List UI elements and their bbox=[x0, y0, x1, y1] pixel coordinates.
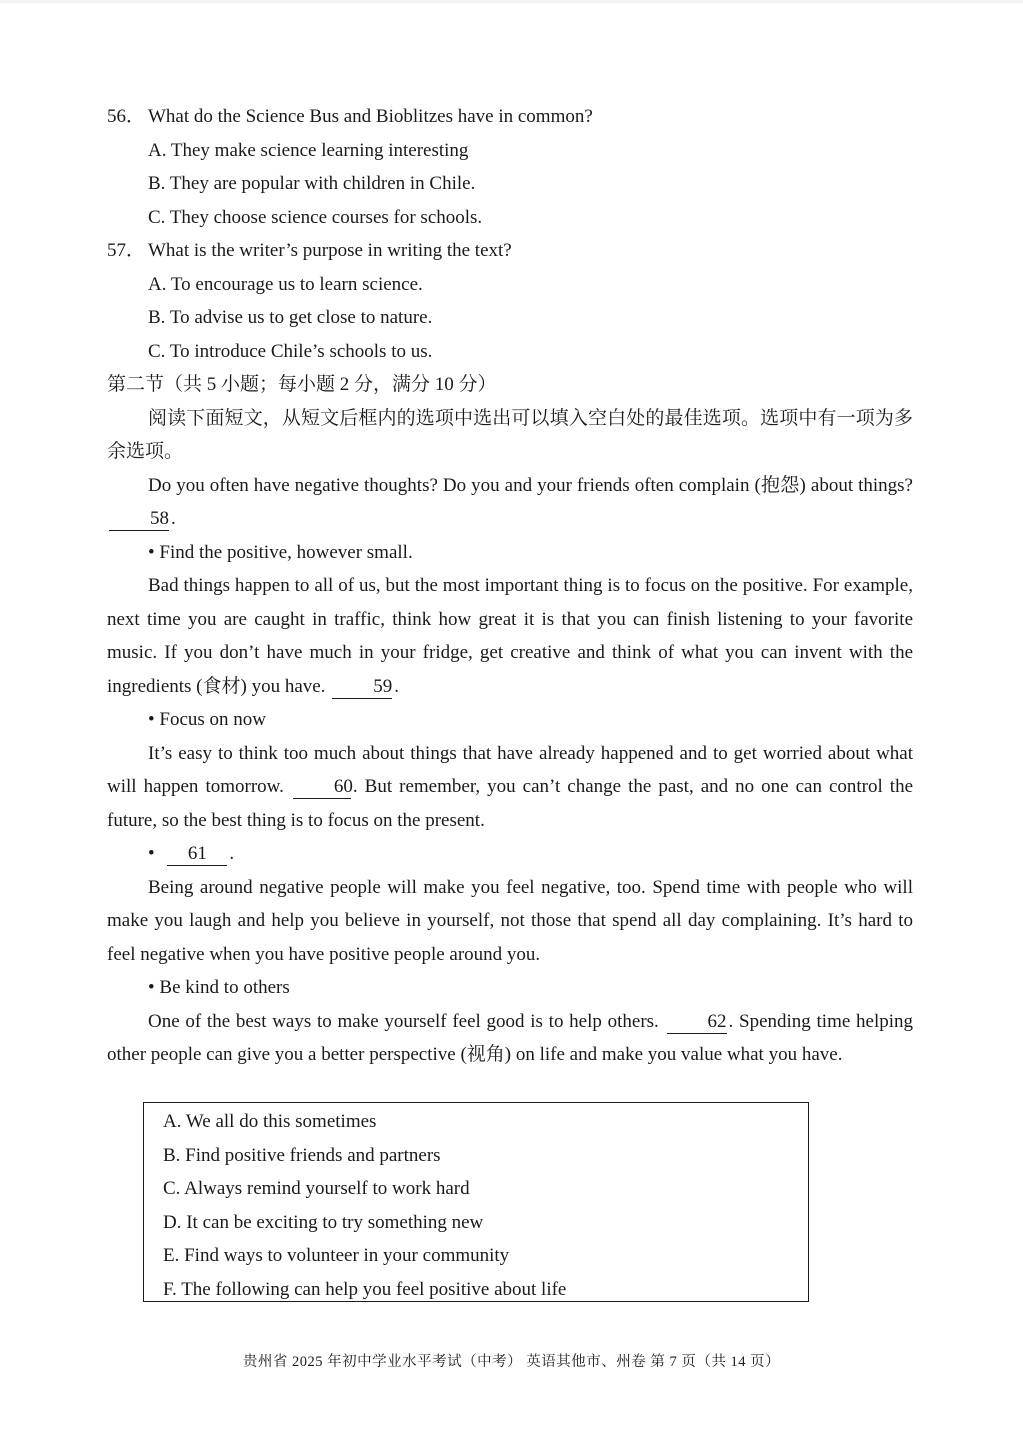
choice-c: C. Always remind yourself to work hard bbox=[163, 1178, 470, 1199]
page-content bbox=[107, 100, 913, 1072]
paragraph-text: Bad things happen to all of us, but the most important thing is to focus on the positive. For example, next time you are caught in traffic, think how great it is that you can finish listening to your favorite music. If you don’t have much in your fridge, get creative and think of what you can invent with the ingredients (食材) you have. bbox=[107, 575, 913, 697]
choice-e: E. Find ways to volunteer in your community bbox=[163, 1245, 510, 1266]
paragraph-end: . But remember, you can’t change the past, and no one can control the future, so the best thing is to focus on the present. bbox=[107, 776, 914, 831]
bullet-dot-icon: • bbox=[148, 541, 155, 563]
top-edge bbox=[0, 0, 1023, 3]
option-56-a: A. They make science learning interesting bbox=[148, 139, 469, 161]
question-number: 57． bbox=[107, 240, 146, 261]
choice-f: F. The following can help you feel positive about life bbox=[163, 1278, 567, 1300]
question-stem: What do the Science Bus and Bioblitzes have in common? bbox=[148, 106, 593, 127]
question-number: 56． bbox=[107, 106, 146, 127]
choice-a: A. We all do this sometimes bbox=[163, 1111, 377, 1132]
bullet-text: Be kind to others bbox=[159, 977, 290, 998]
bullet-dot-icon: • bbox=[148, 977, 155, 998]
bullet-dot-icon: • bbox=[148, 843, 155, 864]
paragraph-2 bbox=[107, 737, 913, 838]
option-56-c: C. They choose science courses for schools. bbox=[148, 206, 483, 228]
paragraph-4 bbox=[107, 1005, 913, 1072]
bullet-be-kind bbox=[107, 971, 913, 1005]
section-heading: 第二节（共 5 小题；每小题 2 分，满分 10 分） bbox=[107, 374, 497, 395]
bullet-blank-61 bbox=[107, 837, 913, 871]
blank-62[interactable]: 62 bbox=[667, 1011, 727, 1034]
question-57 bbox=[107, 234, 913, 268]
blank-60[interactable]: 60 bbox=[293, 776, 351, 799]
paragraph-end: . bbox=[394, 675, 399, 697]
section-instruction: 阅读下面短文，从短文后框内的选项中选出可以填入空白处的最佳选项。选项中有一项为多余选项。 bbox=[107, 407, 913, 462]
question-56 bbox=[107, 100, 913, 134]
option-57-a: A. To encourage us to learn science. bbox=[148, 273, 423, 295]
bullet-text: Focus on now bbox=[159, 709, 267, 730]
choice-d: D. It can be exciting to try something new bbox=[163, 1211, 484, 1233]
option-56-b: B. They are popular with children in Chile. bbox=[148, 173, 476, 194]
blank-61[interactable]: 61 bbox=[167, 843, 227, 866]
choices-box bbox=[143, 1102, 809, 1302]
bullet-find-positive bbox=[107, 536, 913, 570]
bullet-end: . bbox=[229, 843, 235, 864]
paragraph-end: . Spending time helping other people can give you a better perspective (视角) on life and make you value what you have. bbox=[107, 1010, 913, 1065]
blank-59[interactable]: 59 bbox=[332, 676, 392, 699]
choice-b: B. Find positive friends and partners bbox=[163, 1144, 441, 1166]
option-57-c: C. To introduce Chile’s schools to us. bbox=[148, 340, 433, 362]
intro-end: . bbox=[171, 508, 176, 529]
paragraph-1 bbox=[107, 569, 913, 703]
bullet-dot-icon: • bbox=[148, 709, 155, 730]
passage-intro bbox=[107, 469, 913, 536]
option-57-b: B. To advise us to get close to nature. bbox=[148, 307, 433, 328]
bullet-focus-now bbox=[107, 703, 913, 737]
page-footer: 贵州省 2025 年初中学业水平考试（中考） 英语其他市、州卷 第 7 页（共 14 页） bbox=[242, 1354, 781, 1370]
paragraph-text: It’s easy to think too much about things that have already happened and to get worried about what will happen tomorrow. bbox=[107, 742, 913, 797]
intro-text: Do you often have negative thoughts? Do you and your friends often complain (抱怨) about things? bbox=[148, 474, 913, 496]
question-stem: What is the writer’s purpose in writing the text? bbox=[148, 240, 512, 261]
paragraph-text: One of the best ways to make yourself feel good is to help others. bbox=[148, 1010, 659, 1032]
bullet-text: Find the positive, however small. bbox=[159, 541, 413, 563]
paragraph-3: Being around negative people will make you feel negative, too. Spend time with people who will make you laugh and help you believe in yourself, not those that spend all day complaining. It’s hard to feel negative when you have positive people around you. bbox=[107, 876, 913, 965]
blank-58[interactable]: 58 bbox=[109, 508, 169, 531]
